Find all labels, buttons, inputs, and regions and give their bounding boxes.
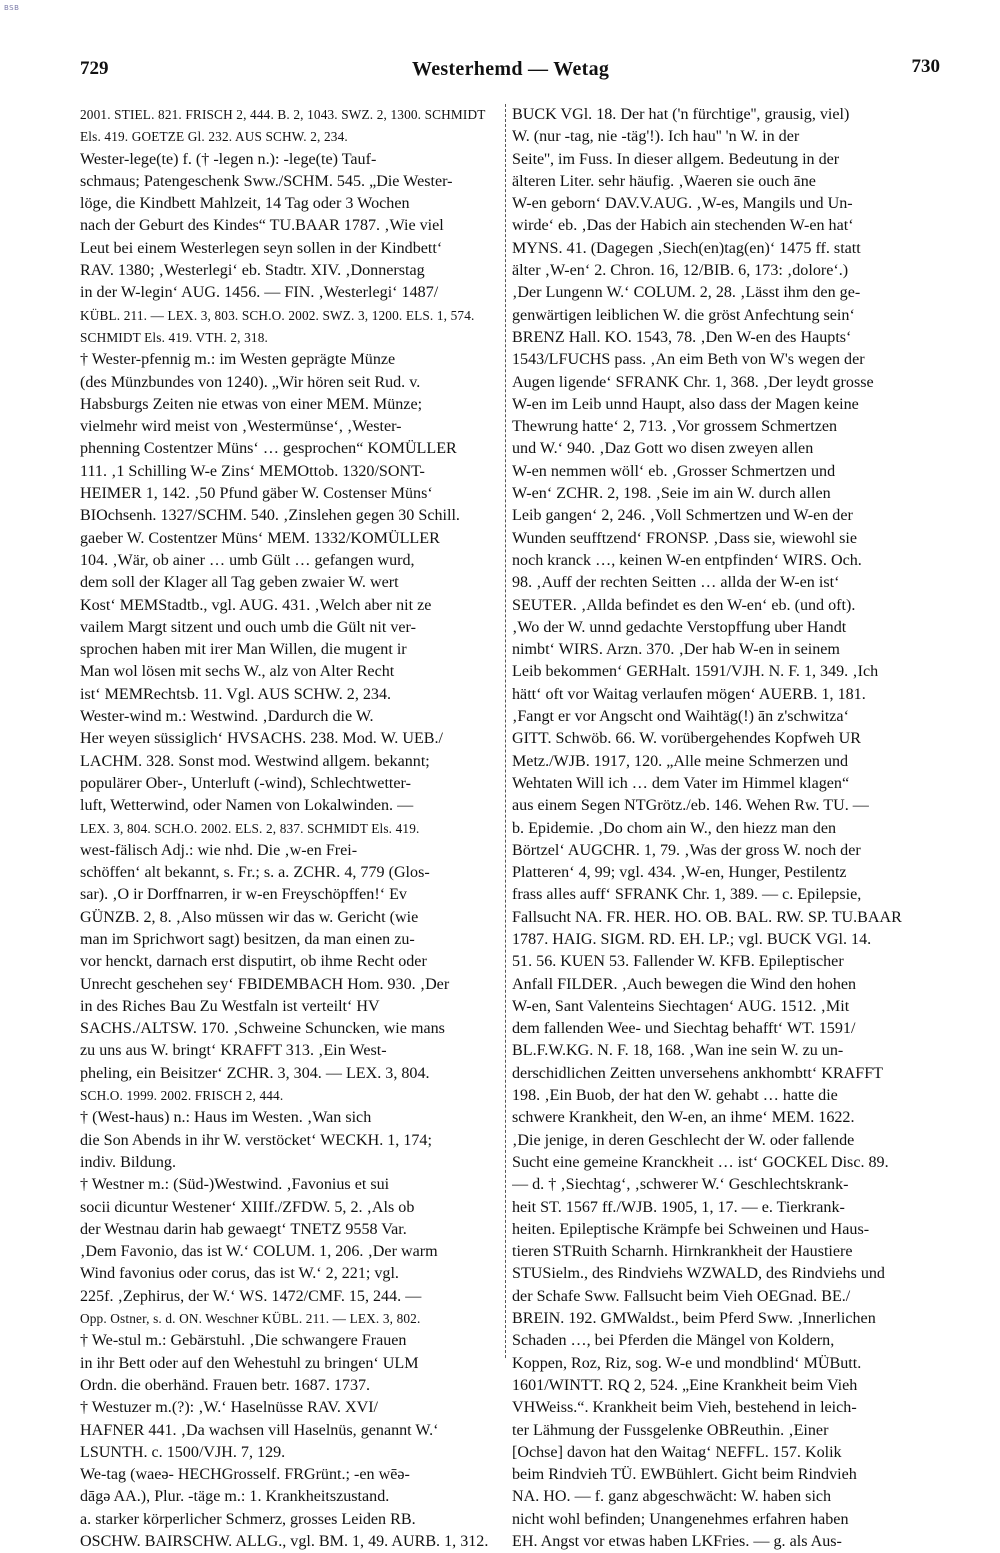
text-line: SEUTER. ‚Allda befindet es den W-en‘ eb. (und oft).: [512, 596, 856, 614]
text-line: 1787. HAIG. SIGM. RD. EH. LP.; vgl. BUCK VGl. 14.: [512, 930, 872, 948]
text-line: Metz./WJB. 1917, 120. „Alle meine Schmerzen und: [512, 752, 849, 770]
text-line: 1601/WINTT. RQ 2, 524. „Eine Krankheit beim Vieh: [512, 1376, 858, 1394]
text-line: west-fälisch Adj.: wie nhd. Die ‚w-en Frei-: [80, 841, 358, 859]
text-line: BL.F.W.KG. N. F. 18, 168. ‚Wan ine sein W. zu un-: [512, 1042, 844, 1060]
text-line: (des Münzbundes von 1240). „Wir hören seit Rud. v.: [80, 373, 421, 391]
text-line: Koppen, Roz, Riz, sog. W-e und mondblind‘ MÜButt.: [512, 1354, 862, 1372]
text-line: 2001. STIEL. 821. FRISCH 2, 444. B. 2, 1043. SWZ. 2, 1300. SCHMIDT: [80, 107, 486, 122]
text-line: LEX. 3, 804. SCH.O. 2002. ELS. 2, 837. SCHMIDT Els. 419.: [80, 820, 420, 836]
text-line: Wester-wind m.: Westwind. ‚Dardurch die W.: [80, 708, 374, 726]
text-line: genwärtigen leiblichen W. die gröst Anfechtung sein‘: [512, 306, 855, 324]
text-line: indiv. Bildung.: [80, 1153, 176, 1171]
text-line: Seite'', im Fuss. In dieser allgem. Bedeutung in der: [512, 150, 840, 168]
left-column: [80, 104, 498, 1553]
text-line: Platteren‘ 4, 99; vgl. 434. ‚W-en, Hunger, Pestilentz: [512, 864, 847, 882]
text-line: 111. ‚1 Schilling W-e Zins‘ MEMOttob. 1320/SONT-: [80, 462, 425, 480]
text-line: Augen ligende‘ SFRANK Chr. 1, 368. ‚Der leydt grosse: [512, 373, 874, 391]
text-line: und W.‘ 940. ‚Daz Gott wo disen zweyen allen: [512, 440, 814, 458]
library-stamp: BSB: [4, 4, 20, 12]
text-line: phenning Costentzer Müns‘ … gesprochen“ KOMÜLLER: [80, 440, 457, 458]
text-line: HAFNER 441. ‚Da wachsen vill Haselnüs, genannt W.‘: [80, 1421, 439, 1439]
text-line: 98. ‚Auff der rechten Seitten … allda der W-en ist‘: [512, 574, 840, 592]
text-line: We-tag (waeə- HECHGrosself. FRGrünt.; -en wēə-: [80, 1466, 410, 1484]
text-line: ‚Dem Favonio, das ist W.‘ COLUM. 1, 206. ‚Der warm: [80, 1243, 438, 1261]
text-line: BUCK VGl. 18. Der hat ('n fürchtige'', grausig, viel): [512, 106, 850, 123]
text-line: HEIMER 1, 142. ‚50 Pfund gäber W. Costenser Müns‘: [80, 485, 433, 503]
text-line: OSCHW. BAIRSCHW. ALLG., vgl. BM. 1, 49. AURB. 1, 312.: [80, 1533, 489, 1550]
text-line: BREIN. 192. GMWaldst., beim Pferd Sww. ‚Innerlichen: [512, 1310, 876, 1328]
text-line: b. Epidemie. ‚Do chom ain W., den hiezz man den: [512, 819, 837, 837]
text-line: ‚Wo der W. unnd gedachte Verstopffung uber Handt: [512, 618, 847, 636]
text-line: Wind favonius oder corus, das ist W.‘ 2, 221; vgl.: [80, 1265, 399, 1283]
text-line: BRENZ Hall. KO. 1543, 78. ‚Den W-en des Haupts‘: [512, 328, 852, 346]
text-line: BIOchsenh. 1327/SCHM. 540. ‚Zinslehen gegen 30 Schill.: [80, 507, 460, 525]
text-line: KÜBL. 211. — LEX. 3, 803. SCH.O. 2002. SWZ. 3, 1200. ELS. 1, 574.: [80, 307, 475, 323]
text-line: dem fallenden Wee- und Siechtag behafft‘ WT. 1591/: [512, 1020, 856, 1038]
text-line: ‚Die jenige, in deren Geschlecht der W. oder fallende: [512, 1131, 855, 1149]
text-line: ist‘ MEMRechtsb. 11. Vgl. AUS SCHW. 2, 234.: [80, 685, 392, 703]
text-line: Wester-lege(te) f. († -legen n.): -lege(te) Tauf-: [80, 150, 377, 168]
text-line: Els. 419. GOETZE Gl. 232. AUS SCHW. 2, 234.: [80, 129, 348, 145]
text-line: Leib gangen‘ 2, 246. ‚Voll Schmertzen und W-en der: [512, 507, 853, 525]
text-line: W-en‘ ZCHR. 2, 198. ‚Seie im ain W. durch allen: [512, 485, 831, 503]
text-line: ter Lähmung der Fussgelenke OBReuthin. ‚Einer: [512, 1421, 829, 1439]
text-line: Sucht eine gemeine Kranckheit … ist‘ GOCKEL Disc. 89.: [512, 1153, 889, 1171]
text-line: die Son Abends in ihr W. verstöcket‘ WECKH. 1, 174;: [80, 1131, 432, 1149]
page-number-left: 729: [80, 58, 109, 79]
text-line: GITT. Schwöb. 66. W. vorübergehendes Kopfweh UR: [512, 730, 861, 748]
text-line: derschidlichen Zeitten unversehens ankhombtt‘ KRAFFT: [512, 1064, 883, 1082]
text-line: der Westnau darin hab gewaegt‘ TNETZ 9558 Var.: [80, 1220, 407, 1238]
text-line: STUSielm., des Rindviehs WZWALD, des Rindviehs und: [512, 1265, 885, 1283]
text-line: W-en im Leib unnd Haupt, also dass der Magen keine: [512, 395, 859, 413]
text-line: W-en geborn‘ DAV.V.AUG. ‚W-es, Mangils und Un-: [512, 195, 853, 213]
right-column: [512, 104, 938, 1553]
text-line: a. starker körperlicher Schmerz, grosses Leiden RB.: [80, 1510, 416, 1528]
text-line: GÜNZB. 2, 8. ‚Also müssen wir das w. Gericht (wie: [80, 908, 419, 926]
text-line: 104. ‚Wär, ob ainer … umb Gült … gefangen wurd,: [80, 551, 415, 569]
text-line: wirde‘ eb. ‚Das der Habich ain stechenden W-en hat‘: [512, 217, 854, 235]
text-line: Fallsucht NA. FR. HER. HO. OB. BAL. RW. SP. TU.BAAR: [512, 908, 902, 926]
text-line: Leut bei einem Westerlegen seyn sollen in der Kindbett‘: [80, 239, 443, 257]
page-number-right: 730: [911, 56, 940, 77]
text-line: RAV. 1380; ‚Westerlegi‘ eb. Stadtr. XIV. ‚Donnerstag: [80, 262, 425, 280]
text-line: in ihr Bett oder auf den Wehestuhl zu bringen‘ ULM: [80, 1354, 419, 1372]
text-line: † Wester-pfennig m.: im Westen geprägte Münze: [80, 351, 396, 369]
text-line: in des Riches Bau Zu Westfaln ist verteilt‘ HV: [80, 997, 380, 1015]
text-line: ‚Der Lungenn W.‘ COLUM. 2, 28. ‚Lässt ihm den ge-: [512, 284, 861, 302]
text-line: Börtzel‘ AUGCHR. 1, 79. ‚Was der gross W. noch der: [512, 841, 861, 859]
text-line: nach der Geburt des Kindes“ TU.BAAR 1787. ‚Wie viel: [80, 217, 444, 235]
text-line: Unrecht geschehen sey‘ FBIDEMBACH Hom. 930. ‚Der: [80, 975, 450, 993]
text-line: schöffen‘ alt bekannt, s. Fr.; s. a. ZCHR. 4, 779 (Glos-: [80, 864, 430, 882]
text-line: heit ST. 1567 ff./WJB. 1905, 1, 17. — e. Tierkrank-: [512, 1198, 845, 1216]
text-line: Leib bekommen‘ GERHalt. 1591/VJH. N. F. 1, 349. ‚Ich: [512, 663, 879, 681]
text-line: W-en nemmen wöll‘ eb. ‚Grosser Schmertzen und: [512, 462, 836, 480]
text-line: vor henckt, darnach erst disputirt, ob ihme Recht oder: [80, 953, 427, 971]
text-line: Wunden seufftzend‘ FRONSP. ‚Dass sie, wiewohl sie: [512, 529, 858, 547]
text-line: älteren Liter. sehr häufig. ‚Waeren sie ouch āne: [512, 172, 816, 190]
text-line: Ordn. die oberhänd. Frauen betr. 1687. 1737.: [80, 1376, 371, 1394]
text-line: SCHMIDT Els. 419. VTH. 2, 318.: [80, 329, 268, 345]
text-line: Opp. Ostner, s. d. ON. Weschner KÜBL. 211. — LEX. 3, 802.: [80, 1311, 421, 1327]
text-line: NA. HO. — f. ganz abgeschwächt: W. haben sich: [512, 1488, 832, 1506]
text-line: Kost‘ MEMStadtb., vgl. AUG. 431. ‚Welch aber nit ze: [80, 596, 432, 614]
text-line: populärer Ober-, Unterluft (-wind), Schlechtwetter-: [80, 774, 411, 792]
text-line: älter ‚W-en‘ 2. Chron. 16, 12/BIB. 6, 173: ‚dolore‘.): [512, 262, 849, 280]
column-divider: [505, 104, 506, 1358]
text-line: hätt‘ oft vor Waitag verlaufen mögen‘ AUERB. 1, 181.: [512, 685, 866, 703]
text-line: vailem Margt sitzent und ouch umb die Gült nit ver-: [80, 618, 416, 636]
text-line: † Westuzer m.(?): ‚W.‘ Haselnüsse RAV. XVI/: [80, 1399, 379, 1417]
text-line: frass alles auff‘ SFRANK Chr. 1, 389. — c. Epilepsie,: [512, 886, 862, 904]
text-line: [Ochse] davon hat den Waitag‘ NEFFL. 157. Kolik: [512, 1443, 842, 1461]
text-line: socii dicuntur Westener‘ XIIIf./ZFDW. 5, 2. ‚Als ob: [80, 1198, 415, 1216]
running-title: Westerhemd — Wetag: [412, 58, 610, 80]
text-line: dem soll der Klager all Tag geben zwaier W. wert: [80, 574, 399, 592]
page-header: [80, 58, 940, 84]
text-line: dāgə AA.), Plur. -täge m.: 1. Krankheitszustand.: [80, 1488, 390, 1506]
text-line: Man wol lösen mit sechs W., alz von Alter Recht: [80, 663, 395, 681]
text-line: gaeber W. Costentzer Müns‘ MEM. 1332/KOMÜLLER: [80, 529, 440, 547]
text-line: schwere Krankheit, den W-en, an ihme‘ MEM. 1622.: [512, 1109, 855, 1127]
text-line: 198. ‚Ein Buob, der hat den W. gehabt … hatte die: [512, 1087, 838, 1105]
text-line: SCH.O. 1999. 2002. FRISCH 2, 444.: [80, 1088, 284, 1104]
text-line: MYNS. 41. (Dagegen ‚Siech(en)tag(en)‘ 1475 ff. statt: [512, 239, 861, 257]
text-line: Her weyen süssiglich‘ HVSACHS. 238. Mod. W. UEB./: [80, 730, 444, 748]
text-line: pheling, ein Beisitzer‘ ZCHR. 3, 304. — LEX. 3, 804.: [80, 1064, 430, 1082]
text-line: Schaden …, bei Pferden die Mängel von Koldern,: [512, 1332, 835, 1350]
text-line: sar). ‚O ir Dorffnarren, ir w-en Freyschöpffen!‘ Ev: [80, 886, 407, 904]
text-line: 225f. ‚Zephirus, der W.‘ WS. 1472/CMF. 15, 244. —: [80, 1287, 422, 1305]
text-line: LACHM. 328. Sonst mod. Westwind allgem. bekannt;: [80, 752, 430, 770]
text-line: 1543/LFUCHS pass. ‚An eim Beth von W's wegen der: [512, 351, 865, 369]
text-line: Anfall FILDER. ‚Auch bewegen die Wind den hohen: [512, 975, 857, 993]
text-line: LSUNTH. c. 1500/VJH. 7, 129.: [80, 1443, 286, 1461]
text-line: nimbt‘ WIRS. Arzn. 370. ‚Der hab W-en in seinem: [512, 641, 840, 659]
text-line: SACHS./ALTSW. 170. ‚Schweine Schuncken, wie mans: [80, 1020, 445, 1038]
text-line: beim Rindvieh TÜ. EWBühlert. Gicht beim Rindvieh: [512, 1466, 857, 1484]
text-line: Wehtaten Will ich … dem Vater im Himmel klagen“: [512, 774, 850, 792]
text-line: vielmehr wird meist von ‚Westermünse‘, ‚Wester-: [80, 418, 402, 436]
text-line: W. (nur -tag, nie -täg'!). Ich hau'' 'n W. in der: [512, 128, 800, 146]
text-line: † (West-haus) n.: Haus im Westen. ‚Wan sich: [80, 1109, 372, 1127]
text-line: noch kranck …, keinen W-en entpfinden‘ WIRS. Och.: [512, 551, 862, 569]
text-line: in der W-legin‘ AUG. 1456. — FIN. ‚Westerlegi‘ 1487/: [80, 284, 439, 302]
text-line: heiten. Epileptische Krämpfe bei Schweinen und Haus-: [512, 1220, 870, 1238]
text-line: zu uns aus W. bringt‘ KRAFFT 313. ‚Ein West-: [80, 1042, 387, 1060]
text-line: sprochen haben mit irer Man Willen, die mugent ir: [80, 641, 407, 659]
text-line: † We-stul m.: Gebärstuhl. ‚Die schwangere Frauen: [80, 1332, 407, 1350]
text-line: aus einem Segen NTGrötz./eb. 146. Wehen Rw. TU. —: [512, 797, 869, 815]
text-line: man im Sprichwort sagt) besitzen, da man einen zu-: [80, 930, 415, 948]
text-line: EH. Angst vor etwas haben LKFries. — g. als Aus-: [512, 1533, 842, 1550]
text-line: nicht wohl befinden; Unangenehmes erfahren haben: [512, 1510, 849, 1528]
text-line: schmaus; Patengeschenk Sww./SCHM. 545. „Die Wester-: [80, 172, 453, 190]
text-line: Thewrung hatte‘ 2, 713. ‚Vor grossem Schmertzen: [512, 418, 838, 436]
text-line: der Schafe Sww. Fallsucht beim Vieh OEGnad. BE./: [512, 1287, 851, 1305]
text-line: W-en, Sant Valenteins Siechtagen‘ AUG. 1512. ‚Mit: [512, 997, 850, 1015]
text-line: 51. 56. KUEN 53. Fallender W. KFB. Epileptischer: [512, 953, 844, 971]
text-line: luft, Wetterwind, oder Namen von Lokalwinden. —: [80, 797, 414, 815]
text-line: Habsburgs Zeiten nie etwas von einer MEM. Münze;: [80, 395, 423, 413]
text-line: — d. † ‚Siechtag‘, ‚schwerer W.‘ Geschlechtskrank-: [512, 1176, 849, 1194]
text-line: löge, die Kindbett Mahlzeit, 14 Tag oder 3 Wochen: [80, 195, 410, 213]
text-line: tieren STRuith Scharnh. Hirnkrankheit der Haustiere: [512, 1243, 853, 1261]
text-line: ‚Fangt er vor Angscht ond Waihtäg(!) ān z'schwitza‘: [512, 708, 849, 726]
text-line: † Westner m.: (Süd-)Westwind. ‚Favonius et sui: [80, 1176, 390, 1194]
text-line: VHWeiss.“. Krankheit beim Vieh, bestehend in leich-: [512, 1399, 857, 1417]
